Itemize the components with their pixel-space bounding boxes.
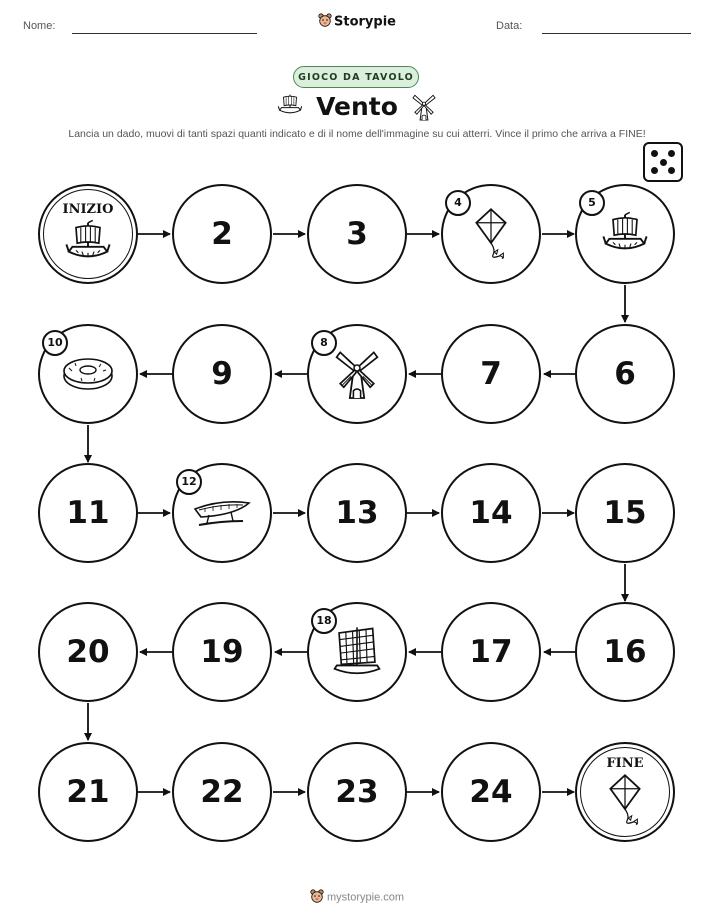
space-number: 11 [66, 495, 110, 531]
board-space [575, 324, 675, 424]
space-number: 7 [480, 356, 502, 392]
start-label: INIZIO [62, 202, 114, 217]
space-number: 15 [603, 495, 647, 531]
start-space [38, 184, 138, 284]
board-space [307, 184, 407, 284]
space-number: 16 [603, 634, 647, 670]
board-space [575, 602, 675, 702]
board-space [172, 324, 272, 424]
space-number: 17 [469, 634, 513, 670]
space-number: 23 [335, 774, 379, 810]
space-number-tag: 8 [311, 330, 337, 356]
space-number: 21 [66, 774, 110, 810]
footer-url: mystorypie.com [327, 891, 405, 904]
name-label: Nome: [23, 20, 56, 32]
space-number-tag: 5 [579, 190, 605, 216]
board-space [441, 602, 541, 702]
space-number: 3 [346, 216, 368, 252]
space-number-tag: 10 [42, 330, 68, 356]
space-number-tag: 4 [445, 190, 471, 216]
space-number: 20 [66, 634, 110, 670]
board-space [38, 463, 138, 563]
brand-name: Storypie [334, 14, 396, 30]
board-space [172, 184, 272, 284]
footer [0, 889, 714, 906]
board-space [575, 463, 675, 563]
date-label: Data: [496, 20, 523, 32]
space-number-tag: 18 [311, 608, 337, 634]
board-space [172, 602, 272, 702]
finish-space [575, 742, 675, 842]
space-number: 6 [614, 356, 636, 392]
space-number-tag: 12 [176, 469, 202, 495]
page-title: Vento [316, 92, 398, 121]
space-number: 22 [200, 774, 244, 810]
boat-icon [40, 186, 136, 282]
board-space [307, 463, 407, 563]
board-space [38, 742, 138, 842]
board-space [38, 602, 138, 702]
space-number: 14 [469, 495, 513, 531]
board-space [441, 324, 541, 424]
board-space [172, 742, 272, 842]
space-number: 24 [469, 774, 513, 810]
space-number: 13 [335, 495, 379, 531]
space-number: 19 [200, 634, 244, 670]
board-space [307, 742, 407, 842]
space-number: 9 [211, 356, 233, 392]
game-type-badge: GIOCO DA TAVOLO [293, 66, 419, 88]
board-space [441, 463, 541, 563]
finish-label: FINE [606, 756, 644, 771]
instructions: Lancia un dado, muovi di tanti spazi quanti indicato e di il nome dell'immagine su cui atterri. Vince il primo che arriva a FINE! [68, 128, 646, 140]
board-space [441, 742, 541, 842]
space-number: 2 [211, 216, 233, 252]
bear-logo-icon [310, 889, 324, 906]
